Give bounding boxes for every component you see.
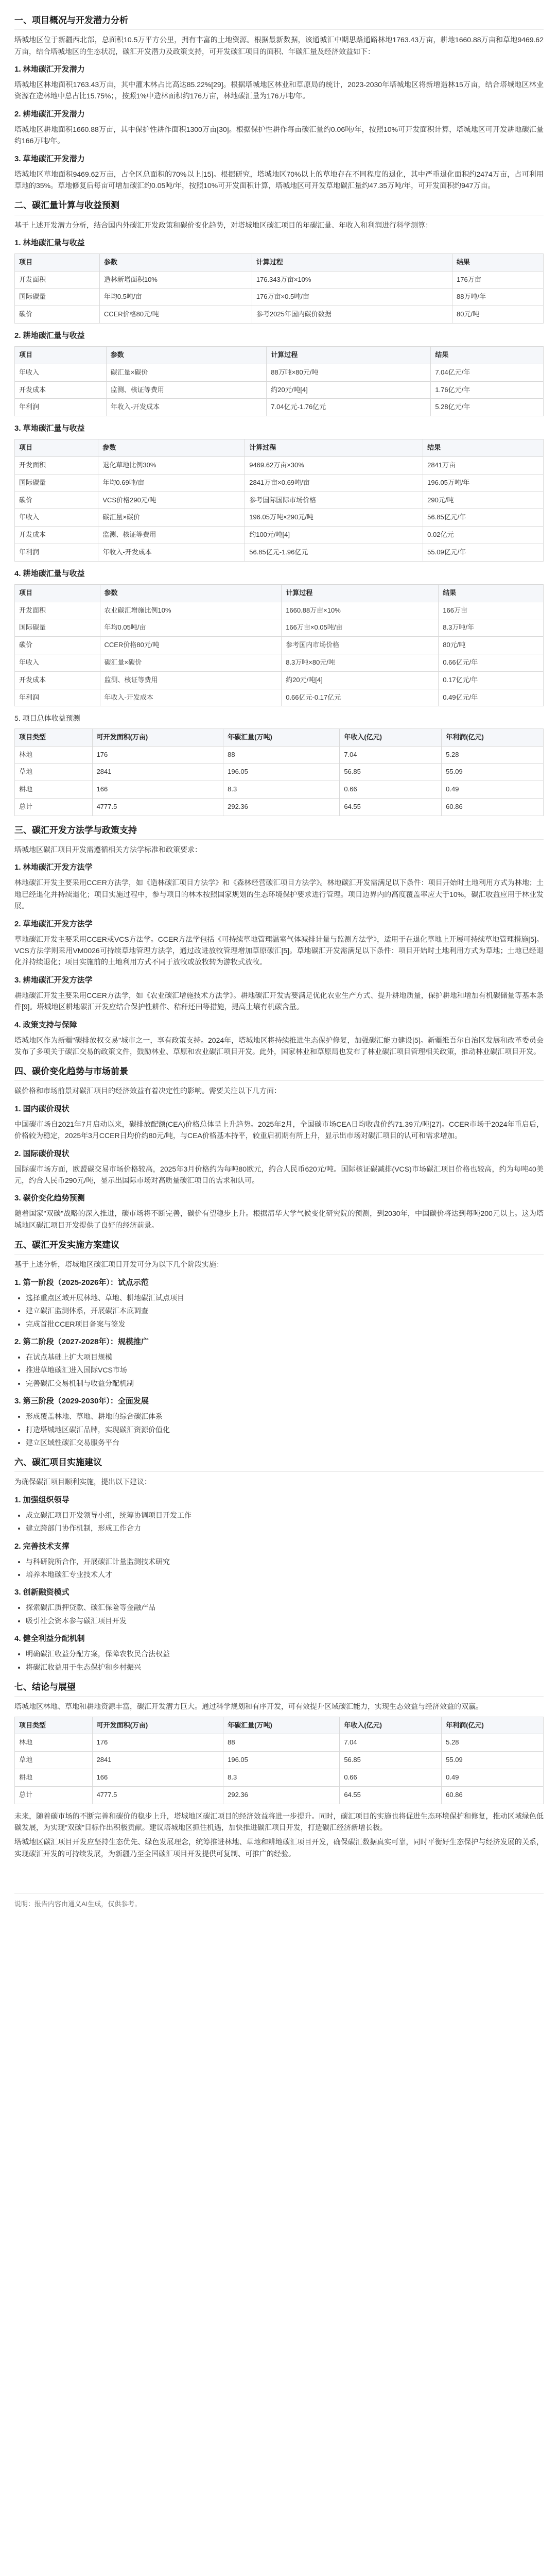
table-cell: 年收入-开发成本 — [98, 544, 245, 562]
table-row — [15, 746, 544, 764]
table-row — [15, 527, 544, 544]
list-item: • 成立碳汇项目开发领导小组，统筹协调项目开发工作 — [26, 1510, 544, 1521]
table-cell: 0.66 — [340, 781, 442, 799]
paragraph: 林地碳汇开发主要采用CCER方法学，如《造林碳汇项目方法学》和《森林经营碳汇项目方法学》。林地碳汇开发需满足以下条件：项目开始时土地利用方式为林地；土地已经退化并持续退化；项目实施过程中，参与项目的林木按照国家规划的生态环境保护要求进行管理。项目边界内的高度覆盖率应大于10%，碳汇收益应用于林业发展。 — [14, 878, 544, 910]
paragraph: 中国碳市场自2021年7月启动以来，碳排放配额(CEA)价格总体呈上升趋势。2025年2月，全国碳市场CEA日均收盘价约71.39元/吨[27]。CCER市场于2024年重启后，价格较为稳定，2025年3月CCER日均价约80元/吨，与CEA价格基本持平，较重启初期有所上升，显示出市场对碳汇项目的认可和需求增加。 — [14, 1120, 544, 1140]
table-header-cell: 年收入(亿元) — [340, 1717, 442, 1734]
bullet-list — [14, 1510, 544, 1534]
list-item: • 培养本地碳汇专业技术人才 — [26, 1569, 544, 1580]
table-header-cell: 项目 — [15, 439, 98, 457]
table-row — [15, 399, 544, 416]
table-cell: 8.3 — [223, 1769, 340, 1786]
table-cell: 2841 — [92, 764, 223, 781]
table-cell: 碳价 — [15, 637, 100, 654]
table-cell: 88万吨/年 — [452, 289, 544, 306]
table-cell: 166 — [92, 1769, 223, 1786]
table-cell: 林地 — [15, 1734, 93, 1752]
heading: 3. 创新融资模式 — [14, 1588, 69, 1597]
table-cell: 60.86 — [442, 799, 544, 816]
table-cell: 64.55 — [340, 799, 442, 816]
table-row — [15, 1734, 544, 1752]
table-cell: 农业碳汇增施比例10% — [100, 602, 282, 619]
table-cell: 参考国内市场价格 — [282, 637, 439, 654]
table-cell: 60.86 — [442, 1786, 544, 1804]
table-header-cell: 参数 — [99, 253, 252, 271]
data-table — [14, 584, 544, 707]
table-cell: 年均0.69吨/亩 — [98, 474, 245, 492]
table-cell: 年利润 — [15, 399, 107, 416]
table-cell: 55.09 — [442, 1752, 544, 1769]
heading: 2. 耕地碳汇量与收益 — [14, 331, 85, 341]
table-header-cell: 参数 — [106, 347, 267, 364]
heading: 1. 林地碳汇开发潜力 — [14, 64, 85, 74]
table-cell: 8.3万吨/年 — [439, 619, 544, 637]
bullet-list — [14, 1602, 544, 1626]
heading: 2. 耕地碳汇开发潜力 — [14, 109, 85, 118]
table-cell: 4777.5 — [92, 799, 223, 816]
table-row — [15, 764, 544, 781]
paragraph: 塔城地区林地、草地和耕地资源丰富，碳汇开发潜力巨大。通过科学规划和有序开发，可有效提升区域碳汇能力，实现生态效益与经济效益的双赢。 — [14, 1702, 483, 1711]
heading: 2. 国际碳价现状 — [14, 1149, 69, 1158]
table-cell: 林地 — [15, 746, 93, 764]
data-table — [14, 253, 544, 324]
heading: 七、结论与展望 — [14, 1680, 544, 1697]
table-header-cell: 计算过程 — [245, 439, 423, 457]
table-row — [15, 602, 544, 619]
report-page — [7, 0, 551, 1883]
table-cell: 176.343万亩×10% — [252, 271, 452, 289]
table-cell: 5.28亿元/年 — [431, 399, 544, 416]
table-cell: 开发面积 — [15, 602, 100, 619]
table-header-cell: 年收入(亿元) — [340, 728, 442, 746]
table-row — [15, 1786, 544, 1804]
table-cell: 开发面积 — [15, 271, 100, 289]
table-cell: 5.28 — [442, 746, 544, 764]
data-table — [14, 346, 544, 416]
table-cell: 196.05万吨/年 — [423, 474, 544, 492]
table-row — [15, 689, 544, 706]
table-cell: 国际碳量 — [15, 289, 100, 306]
paragraph: 基于上述开发潜力分析，结合国内外碳汇开发政策和碳价变化趋势，对塔城地区碳汇项目的年碳汇量、年收入和利润进行科学测算： — [14, 221, 432, 229]
heading: 五、碳汇开发实施方案建议 — [14, 1238, 544, 1255]
table-cell: 7.04亿元/年 — [431, 364, 544, 381]
table-row — [15, 671, 544, 689]
paragraph: 塔城地区位于新疆西北部，总面积10.5万平方公里，拥有丰富的土地资源。根据最新数据，该通城汇中期思路通路林地1763.43万亩，耕地1660.88万亩和草地9469.62万亩，结合塔城地区的生态状况，碳汇开发潜力及政策支持，可开发碳汇项目的面积、年碳汇量及经济效益如下： — [14, 36, 544, 56]
table-cell: 55.09 — [442, 764, 544, 781]
table-row — [15, 474, 544, 492]
table-cell: 292.36 — [223, 1786, 340, 1804]
heading: 2. 草地碳汇开发方法学 — [14, 919, 93, 928]
table-header-cell: 年碳汇量(万吨) — [223, 728, 340, 746]
table-cell: 56.85 — [340, 764, 442, 781]
table-cell: 监测、核证等费用 — [98, 527, 245, 544]
table-cell: 造林新增面积10% — [99, 271, 252, 289]
table-cell: 监测、核证等费用 — [106, 381, 267, 399]
table-cell: 开发面积 — [15, 457, 98, 474]
heading: 3. 第三阶段（2029-2030年）：全面发展 — [14, 1397, 149, 1406]
paragraph: 塔城地区碳汇项目开发应坚持生态优先、绿色发展理念，统筹推进林地、草地和耕地碳汇项目开发，确保碳汇数据真实可靠，同时平衡好生态保护与经济发展的关系，实现碳汇开发的可持续发展，为新疆乃至全国碳汇项目开发提供可复制、可推广的经验。 — [14, 1838, 544, 1858]
paragraph: 塔城地区林地面积1763.43万亩，其中灌木林占比高达85.22%[29]。根据塔城地区林业和草原局的统计，2023-2030年塔城地区将新增造林15万亩，结合塔城地区林业资源在造林地中总占比15.75%；，按照1%中造林面积约176万亩，林地碳汇量为176万吨/年。 — [14, 80, 544, 100]
table-cell: 碳汇量×碳价 — [100, 654, 282, 672]
table-cell: 碳汇量×碳价 — [106, 364, 267, 381]
table-cell: 退化草地比例30% — [98, 457, 245, 474]
heading: 三、碳汇开发方法学与政策支持 — [14, 823, 544, 840]
table-cell: 年利润 — [15, 544, 98, 562]
table-header-cell: 计算过程 — [252, 253, 452, 271]
table-row — [15, 509, 544, 527]
table-cell: 参考2025年国内碳价数据 — [252, 306, 452, 324]
table-header-cell: 参数 — [98, 439, 245, 457]
table-header-cell: 结果 — [439, 584, 544, 602]
heading: 2. 第二阶段（2027-2028年）：规模推广 — [14, 1337, 149, 1346]
table-cell: 草地 — [15, 1752, 93, 1769]
table-cell: 碳价 — [15, 306, 100, 324]
heading: 4. 耕地碳汇量与收益 — [14, 569, 85, 578]
table-cell: 草地 — [15, 764, 93, 781]
data-table — [14, 439, 544, 562]
heading: 4. 健全利益分配机制 — [14, 1634, 85, 1643]
list-item: • 明确碳汇收益分配方案，保障农牧民合法权益 — [26, 1648, 544, 1659]
table-row — [15, 1752, 544, 1769]
paragraph: 耕地碳汇开发主要采用CCER方法学，如《农业碳汇增施技术方法学》。耕地碳汇开发需要满足优化农业生产方式、提升耕地质量，保护耕地和增加有机碳储量等基本条件[9]。塔城地区耕地碳汇开发应结合保护性耕作、秸秆还田等措施，提高土壤有机碳含量。 — [14, 991, 544, 1011]
table-cell: 166 — [92, 781, 223, 799]
table-cell: 碳价 — [15, 492, 98, 509]
list-item: • 吸引社会资本参与碳汇项目开发 — [26, 1615, 544, 1626]
heading: 1. 国内碳价现状 — [14, 1104, 69, 1113]
table-header-cell: 计算过程 — [282, 584, 439, 602]
table-cell: 开发成本 — [15, 527, 98, 544]
table-header-cell: 结果 — [452, 253, 544, 271]
table-cell: CCER价格80元/吨 — [100, 637, 282, 654]
table-header-cell: 可开发面积(万亩) — [92, 728, 223, 746]
heading: 3. 耕地碳汇开发方法学 — [14, 975, 93, 985]
table-header-cell: 参数 — [100, 584, 282, 602]
table-row — [15, 799, 544, 816]
bullet-list — [14, 1648, 544, 1673]
table-cell: 耕地 — [15, 1769, 93, 1786]
heading: 3. 草地碳汇开发潜力 — [14, 154, 85, 163]
table-cell: 年收入-开发成本 — [106, 399, 267, 416]
table-row — [15, 637, 544, 654]
bullet-list — [14, 1292, 544, 1330]
heading: 1. 加强组织领导 — [14, 1495, 69, 1504]
table-cell: 0.17亿元/年 — [439, 671, 544, 689]
table-cell: 碳汇量×碳价 — [98, 509, 245, 527]
table-cell: 196.05万吨×290元/吨 — [245, 509, 423, 527]
table-cell: 176万亩 — [452, 271, 544, 289]
table-cell: 0.49 — [442, 781, 544, 799]
section-title: 一、项目概况与开发潜力分析 — [14, 13, 544, 30]
paragraph: 塔城地区作为新疆"碳排放权交易"城市之一，享有政策支持。2024年，塔城地区将持续推进生态保护修复，加强碳汇能力建设[5]。新疆维吾尔自治区发展和改革委员会发布了多项关于碳汇交易的政策文件，鼓励林业、草原和农业碳汇项目开发。此外，国家林业和草原局也发布了林业碳汇项目管理相关政策，推动林业碳汇项目开发。 — [14, 1036, 544, 1056]
table-cell: 8.3万吨×80元/吨 — [282, 654, 439, 672]
table-cell: 0.66亿元/年 — [439, 654, 544, 672]
table-row — [15, 544, 544, 562]
bullet-list — [14, 1351, 544, 1389]
table-header-cell: 计算过程 — [267, 347, 431, 364]
list-item: • 探索碳汇质押贷款、碳汇保险等金融产品 — [26, 1602, 544, 1613]
table-cell: 2841 — [92, 1752, 223, 1769]
table-cell: 292.36 — [223, 799, 340, 816]
table-cell: 196.05 — [223, 764, 340, 781]
table-cell: 88 — [223, 1734, 340, 1752]
table-row — [15, 1769, 544, 1786]
table-cell: 0.49亿元/年 — [439, 689, 544, 706]
bullet-list — [14, 1556, 544, 1581]
table-cell: CCER价格80元/吨 — [99, 306, 252, 324]
table-row — [15, 364, 544, 381]
table-cell: 5.28 — [442, 1734, 544, 1752]
table-cell: 0.49 — [442, 1769, 544, 1786]
table-header-cell: 结果 — [431, 347, 544, 364]
heading: 四、碳价变化趋势与市场前景 — [14, 1064, 544, 1081]
paragraph: 基于上述分析，塔城地区碳汇项目开发可分为以下几个阶段实施： — [14, 1260, 223, 1269]
table-cell: 年利润 — [15, 689, 100, 706]
table-cell: 56.85 — [340, 1752, 442, 1769]
table-cell: 4777.5 — [92, 1786, 223, 1804]
table-cell: 56.85亿元/年 — [423, 509, 544, 527]
data-table — [14, 728, 544, 816]
table-row — [15, 654, 544, 672]
table-header-cell: 年碳汇量(万吨) — [223, 1717, 340, 1734]
table-row — [15, 381, 544, 399]
table-cell: 56.85亿元-1.96亿元 — [245, 544, 423, 562]
table-cell: 国际碳量 — [15, 474, 98, 492]
table-header-cell: 项目 — [15, 253, 100, 271]
table-cell: 290元/吨 — [423, 492, 544, 509]
table-cell: 耕地 — [15, 781, 93, 799]
table-cell: 88万吨×80元/吨 — [267, 364, 431, 381]
table-header-cell: 项目类型 — [15, 1717, 93, 1734]
list-item: • 建立碳汇监测体系，开展碳汇本底调查 — [26, 1305, 544, 1316]
table-header-cell: 结果 — [423, 439, 544, 457]
heading: 2. 完善技术支撑 — [14, 1541, 69, 1551]
table-cell: 196.05 — [223, 1752, 340, 1769]
list-item: • 将碳汇收益用于生态保护和乡村振兴 — [26, 1662, 544, 1673]
table-cell: 总计 — [15, 1786, 93, 1804]
table-cell: 55.09亿元/年 — [423, 544, 544, 562]
list-item: • 建立区域性碳汇交易服务平台 — [26, 1437, 544, 1448]
table-header-cell: 可开发面积(万亩) — [92, 1717, 223, 1734]
table-cell: 0.66亿元-0.17亿元 — [282, 689, 439, 706]
table-cell: 国际碳量 — [15, 619, 100, 637]
heading: 1. 林地碳汇量与收益 — [14, 238, 85, 247]
table-header-cell: 项目 — [15, 347, 107, 364]
table-cell: 开发成本 — [15, 381, 107, 399]
table-row — [15, 619, 544, 637]
table-cell: 约100元/吨[4] — [245, 527, 423, 544]
heading: 1. 林地碳汇开发方法学 — [14, 863, 93, 872]
heading: 二、碳汇量计算与收益预测 — [14, 198, 544, 215]
table-row — [15, 289, 544, 306]
paragraph: 未来，随着碳市场的不断完善和碳价的稳步上升，塔城地区碳汇项目的经济效益将进一步提升。同时，碳汇项目的实施也将促进生态环境保护和修复，推动区域绿色低碳发展，为实现"双碳"目标作出积极贡献。建议塔城地区抓住机遇，加快推进碳汇项目开发，打造碳汇经济新增长极。 — [14, 1811, 544, 1832]
list-item: • 完成首批CCER项目备案与签发 — [26, 1318, 544, 1330]
table-cell: 9469.62万亩×30% — [245, 457, 423, 474]
table-cell: 176万亩×0.5吨/亩 — [252, 289, 452, 306]
bullet-list — [14, 1411, 544, 1448]
heading: 1. 第一阶段（2025-2026年）：试点示范 — [14, 1278, 149, 1287]
table-header-cell: 项目 — [15, 584, 100, 602]
list-item: • 完善碳汇交易机制与收益分配机制 — [26, 1378, 544, 1389]
table-cell: 参考国际国际市场价格 — [245, 492, 423, 509]
table-header-cell: 年利润(亿元) — [442, 1717, 544, 1734]
table-row — [15, 457, 544, 474]
paragraph: 为确保碳汇项目顺利实施，提出以下建议： — [14, 1478, 151, 1486]
table-cell: 7.04 — [340, 1734, 442, 1752]
list-item: • 在试点基础上扩大项目规模 — [26, 1351, 544, 1363]
paragraph: 随着国家"双碳"战略的深入推进，碳市场将不断完善，碳价有望稳步上升。根据清华大学气候变化研究院的预测，到2030年，中国碳价将达到每吨200元以上。这为塔城地区碳汇项目开发提供了良好的经济前景。 — [14, 1209, 544, 1229]
table-cell: 1660.88万亩×10% — [282, 602, 439, 619]
table-cell: 监测、核证等费用 — [100, 671, 282, 689]
heading: 六、碳汇项目实施建议 — [14, 1455, 544, 1472]
footer-note: 说明：报告内容由通义AI生成，仅供参考。 — [14, 1893, 544, 1910]
table-cell: 2841万亩×0.69吨/亩 — [245, 474, 423, 492]
table-cell: 年收入 — [15, 364, 107, 381]
list-item: • 推进草地碳汇进入国际VCS市场 — [26, 1364, 544, 1376]
table-cell: 年收入 — [15, 654, 100, 672]
table-cell: 80元/吨 — [452, 306, 544, 324]
table-row — [15, 492, 544, 509]
table-cell: 7.04 — [340, 746, 442, 764]
heading: 4. 政策支持与保障 — [14, 1020, 77, 1029]
paragraph: 草地碳汇开发主要采用CCER或VCS方法学。CCER方法学包括《可持续草地管理温室气体减排计量与监测方法学》，适用于在退化草地上开展可持续草地管理措施[5]。VCS方法学则采用VM0026可持续草地管理方法学，通过改进放牧管理增加草原碳汇[5]。草地碳汇开发需满足以下条件：项目开始时土地利用方式为草地；土地已经退化并持续退化；项目实施前的土地利用方式不同于放牧或放牧转为游牧式放牧。 — [14, 935, 544, 967]
table-cell: 88 — [223, 746, 340, 764]
table-header-cell: 项目类型 — [15, 728, 93, 746]
data-table — [14, 1717, 544, 1804]
table-cell: 约20元/吨[4] — [282, 671, 439, 689]
list-item: • 打造塔城地区碳汇品牌，实现碳汇资源价值化 — [26, 1424, 544, 1435]
table-cell: 年收入-开发成本 — [100, 689, 282, 706]
heading: 3. 碳价变化趋势预测 — [14, 1194, 85, 1203]
table-cell: 176 — [92, 746, 223, 764]
paragraph: 5. 项目总体收益预测 — [14, 714, 80, 723]
table-cell: 开发成本 — [15, 671, 100, 689]
table-row — [15, 306, 544, 324]
paragraph: 碳价格和市场前景对碳汇项目的经济效益有着决定性的影响。需要关注以下几方面： — [14, 1087, 281, 1095]
paragraph: 塔城地区耕地面积1660.88万亩，其中保护性耕作面积1300万亩[30]。根据保护性耕作每亩碳汇量约0.06吨/年，按照10%可开发面积计算，塔城地区可开发耕地碳汇量约166万吨/年。 — [14, 125, 544, 145]
list-item: • 选择重点区域开展林地、草地、耕地碳汇试点项目 — [26, 1292, 544, 1303]
list-item: • 形成覆盖林地、草地、耕地的综合碳汇体系 — [26, 1411, 544, 1422]
heading: 3. 草地碳汇量与收益 — [14, 424, 85, 433]
table-cell: 176 — [92, 1734, 223, 1752]
paragraph: 塔城地区碳汇项目开发需遵循相关方法学标准和政策要求： — [14, 845, 202, 854]
paragraph: 国际碳市场方面，欧盟碳交易市场价格较高，2025年3月价格约为每吨80欧元，约合人民币620元/吨。国际核证碳减排(VCS)市场碳汇项目价格也较高，约为每吨40美元，约合人民币290元/吨，显示出国际市场对高质量碳汇项目的需求和认可。 — [14, 1164, 544, 1185]
paragraph: 塔城地区草地面积9469.62万亩，占全区总面积的70%以上[15]。根据研究，塔城地区70%以上的草地存在不同程度的退化，其中严重退化面积约2474万亩，占可利用草地的35%。草地修复后每亩可增加碳汇约0.05吨/年，按照10%可开发面积计算，塔城地区可开发草地碳汇量约47.35万吨/年，可开发面积约947万亩。 — [14, 170, 544, 190]
table-cell: 166万亩×0.05吨/亩 — [282, 619, 439, 637]
table-cell: 约20元/吨[4] — [267, 381, 431, 399]
table-cell: VCS价格290元/吨 — [98, 492, 245, 509]
table-cell: 7.04亿元-1.76亿元 — [267, 399, 431, 416]
table-cell: 1.76亿元/年 — [431, 381, 544, 399]
table-cell: 80元/吨 — [439, 637, 544, 654]
table-cell: 8.3 — [223, 781, 340, 799]
table-cell: 166万亩 — [439, 602, 544, 619]
list-item: • 与科研院所合作，开展碳汇计量监测技术研究 — [26, 1556, 544, 1567]
table-cell: 年均0.05吨/亩 — [100, 619, 282, 637]
table-cell: 年均0.5吨/亩 — [99, 289, 252, 306]
table-cell: 年收入 — [15, 509, 98, 527]
table-cell: 总计 — [15, 799, 93, 816]
table-header-cell: 年利润(亿元) — [442, 728, 544, 746]
table-cell: 2841万亩 — [423, 457, 544, 474]
table-cell: 64.55 — [340, 1786, 442, 1804]
list-item: • 建立跨部门协作机制，形成工作合力 — [26, 1522, 544, 1534]
table-cell: 0.66 — [340, 1769, 442, 1786]
table-cell: 0.02亿元 — [423, 527, 544, 544]
table-row — [15, 271, 544, 289]
table-row — [15, 781, 544, 799]
